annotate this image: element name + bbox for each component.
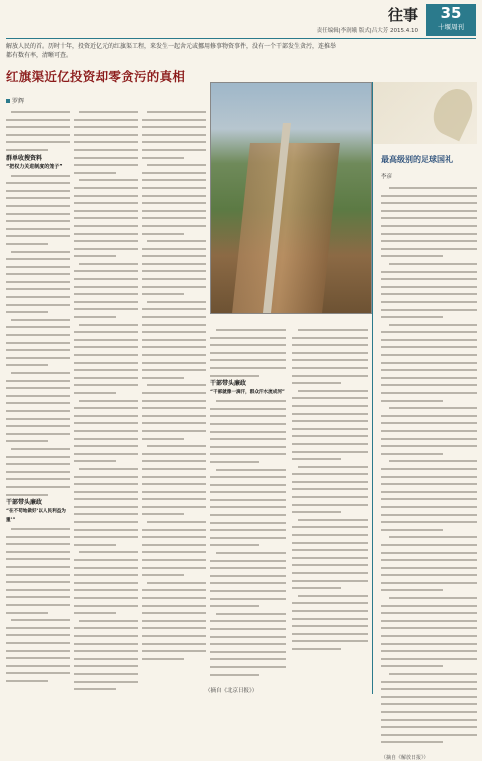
sidebar-source: （摘自《解放日报》） xyxy=(381,755,429,761)
article-column-1 xyxy=(6,108,70,685)
page-number-box xyxy=(426,4,476,36)
article-byline xyxy=(6,96,24,105)
subheading: “把权力关进制度的笼子” xyxy=(6,163,63,170)
subheading: 群单收搜资料 xyxy=(6,154,43,162)
article-headline: 红旗渠近亿投资却零贪污的真相 xyxy=(6,69,186,84)
column-text xyxy=(6,108,70,685)
source-note: （摘自《北京日报》） xyxy=(205,688,258,694)
masthead: 十堰周刊 xyxy=(438,23,464,31)
subheading: 干部带头廉政 xyxy=(210,380,247,388)
page-header xyxy=(6,4,476,39)
sidebar-byline: 李彦 xyxy=(381,174,393,180)
sidebar-decoration xyxy=(373,82,477,144)
page-number: 35 xyxy=(440,4,462,22)
byline-text: 罗辉 xyxy=(12,98,25,105)
subheading: “在不苟地做好‘以人民利益为重’” xyxy=(6,509,66,524)
sidebar-text xyxy=(381,184,477,746)
lead-text: 解放人民的首。历时十年，投资近亿元的红旗渠工程，来发生一起舍元或挪用修事物资事件，没有一个干部发生贪污，连推举都有数有率，清晰可查。 xyxy=(6,43,337,59)
sidebar-article xyxy=(372,82,481,761)
subheading: 干部带头廉政 xyxy=(6,499,43,507)
article-column-5 xyxy=(292,326,368,653)
column-text xyxy=(292,326,368,653)
column-text xyxy=(210,326,286,678)
section-title: 往事 xyxy=(387,6,418,24)
red-flag-canal-photo xyxy=(210,82,372,314)
editor-meta: 责任编辑|李润娥 版式|吕大芳 2015.4.10 xyxy=(316,28,418,34)
byline-marker-icon xyxy=(6,99,10,103)
article-column-3 xyxy=(142,108,206,662)
article-column-2 xyxy=(74,108,138,693)
article-column-4 xyxy=(210,326,286,678)
column-text xyxy=(74,108,138,693)
column-text xyxy=(142,108,206,662)
sidebar-title: 最高级别的足球国礼 xyxy=(381,154,453,164)
subheading: “干部就像一滴汗，群众汗水流成河” xyxy=(210,390,285,396)
